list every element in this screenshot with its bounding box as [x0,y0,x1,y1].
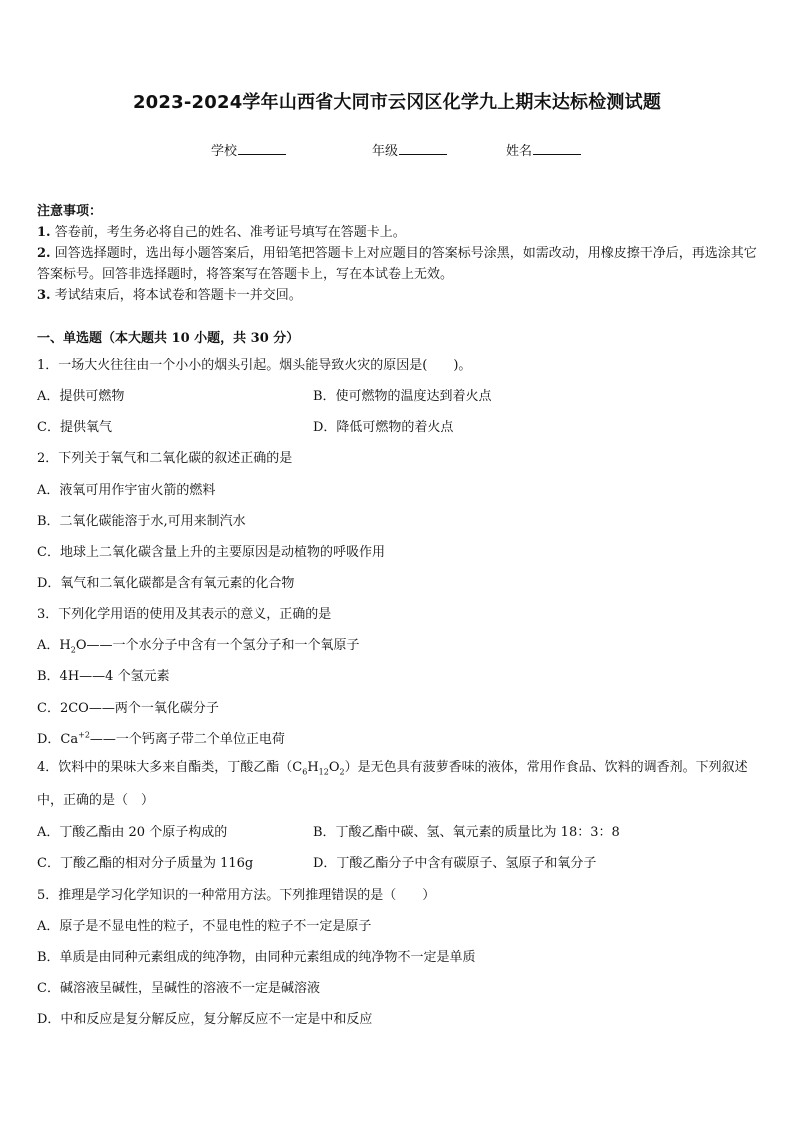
notice-item: 2. 回答选择题时，选出每小题答案后，用铅笔把答题卡上对应题目的答案标号涂黑，如需改动，用橡皮擦干净后，再选涂其它答案标号。回答非选择题时，将答案写在答题卡上，写在本试卷上无效。 [37,246,757,282]
q3-option-b[interactable]: B．4H——4 个氢元素 [37,669,170,684]
q4-option-a[interactable]: A．丁酸乙酯由 20 个原子构成的 [37,825,228,840]
q2-option-d[interactable]: D．氧气和二氧化碳都是含有氧元素的化合物 [37,576,295,591]
q1-option-a[interactable]: A．提供可燃物 [37,389,125,404]
name-label: 姓名 [506,144,533,159]
name-blank[interactable] [533,142,581,155]
notice-heading: 注意事项： [37,204,103,219]
question-4-stem: 4．饮料中的果味大多来自酯类，丁酸乙酯$(C_6H_{12}O_2)$是无色具有菠萝香味的液体，常用作食品、饮料的调香剂。下列叙述中，正确的是（ ） [37,760,748,808]
question-2-stem: 2．下列关于氧气和二氧化碳的叙述正确的是 [37,451,293,466]
q2-option-b[interactable]: B．二氧化碳能溶于水,可用来制汽水 [37,514,246,529]
q4-option-b[interactable]: B．丁酸乙酯中碳、氢、氧元素的质量比为 18：3：8 [313,825,620,840]
grade-label: 年级 [372,144,399,159]
q2-option-c[interactable]: C．地球上二氧化碳含量上升的主要原因是动植物的呼吸作用 [37,545,385,560]
question-5-stem: 5．推理是学习化学知识的一种常用方法。下列推理错误的是（ ） [37,888,436,903]
q3-option-d[interactable]: D．$Ca^{+2}——$一个钙离子带二个单位正电荷 [37,730,285,747]
question-3-stem: 3．下列化学用语的使用及其表示的意义，正确的是 [37,607,332,622]
notice-section [37,201,759,306]
q5-option-c[interactable]: C．碱溶液呈碱性，呈碱性的溶液不一定是碱溶液 [37,981,320,996]
school-field[interactable] [211,140,286,159]
grade-field[interactable] [372,140,447,159]
school-blank[interactable] [238,142,286,155]
notice-item: 1. 答卷前，考生务必将自己的姓名、准考证号填写在答题卡上。 [37,225,406,240]
school-label: 学校 [211,144,238,159]
q3-option-a[interactable]: A．$H_2O——$一个水分子中含有一个氢分子和一个氧原子 [37,638,360,655]
q1-option-c[interactable]: C．提供氧气 [37,420,112,435]
notice-item: 3. 考试结束后，将本试卷和答题卡一并交回。 [37,288,302,303]
q5-option-a[interactable]: A．原子是不显电性的粒子，不显电性的粒子不一定是原子 [37,919,372,934]
q4-option-d[interactable]: D．丁酸乙酯分子中含有碳原子、氢原子和氧分子 [313,856,597,871]
q5-option-b[interactable]: B．单质是由同种元素组成的纯净物，由同种元素组成的纯净物不一定是单质 [37,950,476,965]
grade-blank[interactable] [399,142,447,155]
q3-option-c[interactable]: C．2CO——两个一氧化碳分子 [37,701,219,716]
q4-option-c[interactable]: C．丁酸乙酯的相对分子质量为 116g [37,856,254,871]
q2-option-a[interactable]: A．液氧可用作宇宙火箭的燃料 [37,483,216,498]
q1-option-d[interactable]: D．降低可燃物的着火点 [313,420,454,435]
q1-option-b[interactable]: B．使可燃物的温度达到着火点 [313,389,492,404]
q5-option-d[interactable]: D．中和反应是复分解反应，复分解反应不一定是中和反应 [37,1012,373,1027]
name-field[interactable] [506,140,581,159]
page-title: 2023-2024学年山西省大同市云冈区化学九上期末达标检测试题 [132,92,662,113]
question-1-stem: 1．一场大火往往由一个小小的烟头引起。烟头能导致火灾的原因是( )。 [37,358,472,373]
section-heading: 一、单选题（本大题共 10 小题，共 30 分） [37,331,300,346]
